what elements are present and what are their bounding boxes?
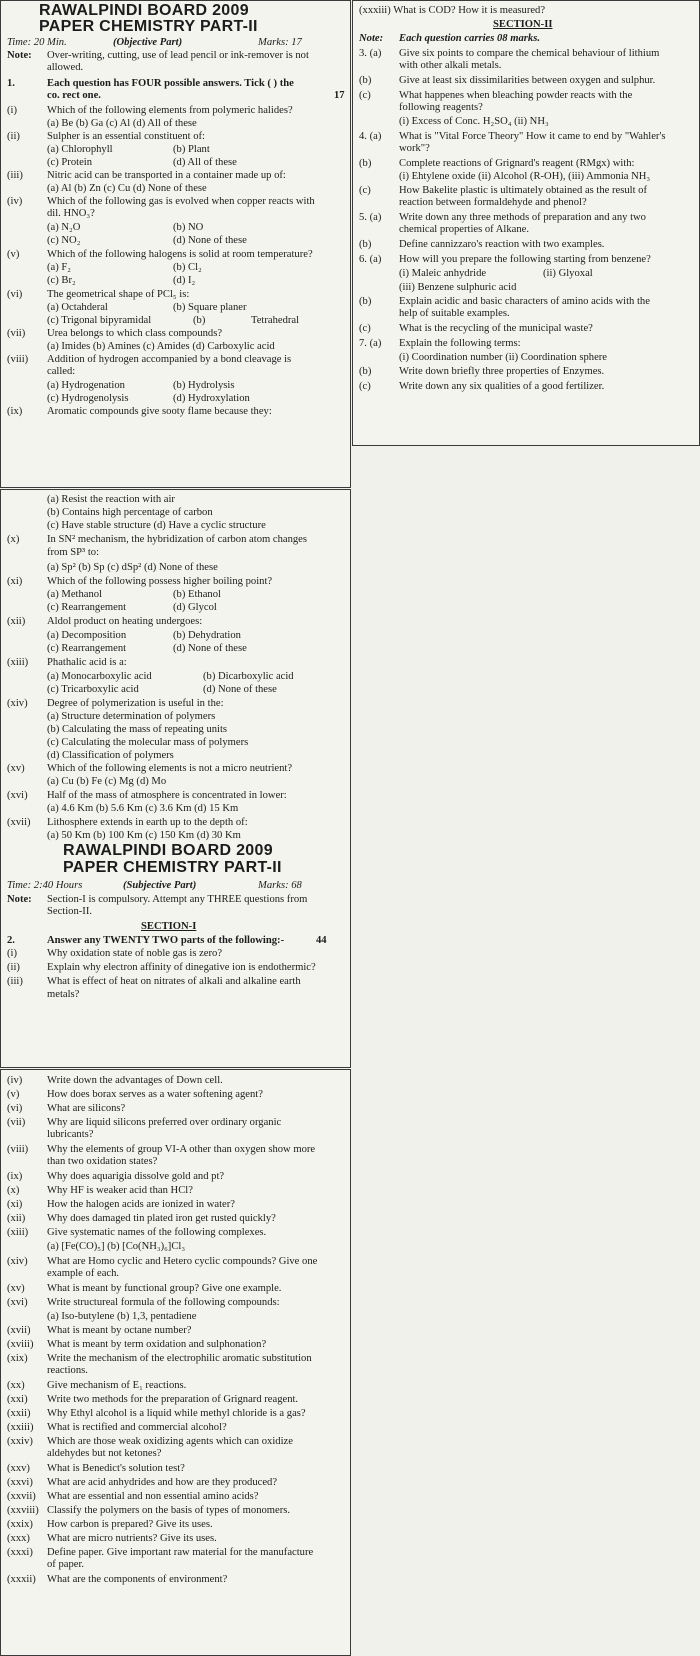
exam-text-line: Tetrahedral — [251, 315, 300, 326]
exam-text-line: (b) — [359, 296, 372, 307]
exam-text-line: (i) Ehtylene oxide (ii) Alcohol (R-OH), (iii) Ammonia NH₃ — [399, 171, 651, 182]
exam-text-line: (c) Br₂ — [47, 275, 76, 286]
exam-text-line: Which of the following elements from polymeric halides? — [47, 105, 293, 116]
exam-text-line: (b) — [193, 315, 206, 326]
exam-text-line: (b) Plant — [173, 144, 210, 155]
exam-text-line: (i) Coordination number (ii) Coordination sphere — [399, 352, 608, 363]
exam-text-line: (c) — [359, 381, 371, 392]
exam-text-line: (b) NO — [173, 222, 204, 233]
exam-text-line: Complete reactions of Grignard's reagent (RMgx) with: — [399, 158, 635, 169]
exam-text-line: (ii) Glyoxal — [543, 268, 593, 279]
exam-text-line: (xxiv) — [7, 1436, 33, 1447]
exam-text-line: What is rectified and commercial alcohol? — [47, 1422, 227, 1433]
exam-text-line: Which of the following possess higher boiling point? — [47, 576, 273, 587]
exam-text-line: Give six points to compare the chemical behaviour of lithium — [399, 48, 660, 59]
exam-text-line: (b) Hydrolysis — [173, 380, 235, 391]
exam-text-line: (xxx) — [7, 1533, 30, 1544]
exam-text-line: (a) Decomposition — [47, 630, 127, 641]
exam-text-line: (xxxii) — [7, 1574, 36, 1585]
exam-text-line: (a) Methanol — [47, 589, 103, 600]
exam-text-line: (c) Hydrogenolysis — [47, 393, 129, 404]
exam-text-line: (d) None of these — [173, 235, 247, 246]
exam-text-line: (c) Calculating the molecular mass of polymers — [47, 737, 249, 748]
exam-text-line: (b) Contains high percentage of carbon — [47, 507, 213, 518]
exam-text-line: 17 — [334, 90, 345, 101]
exam-text-line: (d) None of these — [203, 684, 277, 695]
exam-text-line: Which of the following halogens is solid at room temperature? — [47, 249, 313, 260]
exam-text-line: (vii) — [7, 328, 26, 339]
exam-text-line: What is meant by functional group? Give one example. — [47, 1283, 282, 1294]
exam-text-line: reactions. — [47, 1365, 88, 1376]
exam-text-line: (b) — [359, 366, 372, 377]
exam-text-line: (d) Hydroxylation — [173, 393, 250, 404]
objective-part-column — [0, 0, 351, 488]
exam-text-line: Why HF is weaker acid than HCl? — [47, 1185, 193, 1196]
exam-text-line: Section-II. — [47, 906, 93, 917]
exam-text-line: What happenes when bleaching powder reacts with the — [399, 90, 633, 101]
exam-text-line: (c) — [359, 323, 371, 334]
exam-text-line: (xxvi) — [7, 1477, 33, 1488]
exam-text-line: What is Benedict's solution test? — [47, 1463, 185, 1474]
exam-text-line: (b) — [359, 239, 372, 250]
exam-text-line: Degree of polymerization is useful in the: — [47, 698, 224, 709]
exam-text-line: (xvii) — [7, 1325, 31, 1336]
exam-text-line: 7. (a) — [359, 338, 382, 349]
exam-text-line: following reagents? — [399, 102, 483, 113]
exam-text-line: (a) Chlorophyll — [47, 144, 113, 155]
exam-text-line: Write the mechanism of the electrophilic aromatic substitution — [47, 1353, 312, 1364]
exam-text-line: What are acid anhydrides and how are they produced? — [47, 1477, 278, 1488]
exam-text-line: Each question carries 08 marks. — [399, 33, 540, 44]
exam-text-line: (b) Calculating the mass of repeating units — [47, 724, 228, 735]
exam-text-line: (c) Have stable structure (d) Have a cyclic structure — [47, 520, 266, 531]
exam-text-line: with other alkali metals. — [399, 60, 502, 71]
exam-text-line: than two oxidation states? — [47, 1156, 158, 1167]
exam-text-line: Note: — [7, 894, 32, 905]
exam-text-line: 2. — [7, 935, 15, 946]
exam-text-line: 1. — [7, 78, 15, 89]
exam-text-line: (a) Iso-butylene (b) 1,3, pentadiene — [47, 1311, 197, 1322]
exam-text-line: (a) Structure determination of polymers — [47, 711, 216, 722]
exam-text-line: Nitric acid can be transported in a container made up of: — [47, 170, 286, 181]
exam-text-line: metals? — [47, 989, 80, 1000]
exam-text-line: (xxi) — [7, 1394, 28, 1405]
exam-text-line: chemical properties of Alkane. — [399, 224, 530, 235]
exam-text-line: reaction between formaldehyde and phenol? — [399, 197, 587, 208]
exam-text-line: (i) — [7, 948, 17, 959]
exam-text-line: (a) N₂O — [47, 222, 81, 233]
exam-text-line: (d) Classification of polymers — [47, 750, 174, 761]
exam-text-line: (vi) — [7, 289, 23, 300]
exam-text-line: (xvii) — [7, 817, 31, 828]
exam-text-line: Urea belongs to which class compounds? — [47, 328, 223, 339]
exam-text-line: aldehydes but not ketones? — [47, 1448, 162, 1459]
exam-text-line: (xv) — [7, 763, 25, 774]
exam-text-line: (xii) — [7, 1213, 26, 1224]
exam-text-line: co. rect one. — [47, 90, 101, 101]
exam-text-line: work"? — [399, 143, 430, 154]
exam-text-line: (a) Imides (b) Amines (c) Amides (d) Carboxylic acid — [47, 341, 275, 352]
exam-text-line: 3. (a) — [359, 48, 382, 59]
exam-text-line: Why are liquid silicons preferred over ordinary organic — [47, 1117, 282, 1128]
exam-text-line: Why the elements of group VI-A other than oxygen show more — [47, 1144, 316, 1155]
exam-text-line: (b) Dehydration — [173, 630, 241, 641]
exam-text-line: Each question has FOUR possible answers. Tick ( ) the — [47, 78, 294, 89]
exam-text-line: How will you prepare the following starting from benzene? — [399, 254, 651, 265]
exam-text-line: Which are those weak oxidizing agents which can oxidize — [47, 1436, 293, 1447]
exam-text-line: (v) — [7, 1089, 20, 1100]
exam-text-line: What are silicons? — [47, 1103, 126, 1114]
exam-text-line: (c) Rearrangement — [47, 643, 127, 654]
exam-text-line: (b) Cl₂ — [173, 262, 202, 273]
exam-text-line: Explain the following terms: — [399, 338, 521, 349]
exam-text-line: (d) None of these — [173, 643, 247, 654]
exam-text-line: (a) 4.6 Km (b) 5.6 Km (c) 3.6 Km (d) 15 Km — [47, 803, 239, 814]
exam-text-line: What is effect of heat on nitrates of alkali and alkaline earth — [47, 976, 301, 987]
exam-text-line: Addition of hydrogen accompanied by a bond cleavage is — [47, 354, 292, 365]
exam-text-line: (a) Sp² (b) Sp (c) dSp² (d) None of these — [47, 562, 218, 573]
exam-text-line: Write two methods for the preparation of Grignard reagent. — [47, 1394, 299, 1405]
exam-text-line: Explain acidic and basic characters of amino acids with the — [399, 296, 650, 307]
exam-text-line: Write down the advantages of Down cell. — [47, 1075, 223, 1086]
exam-text-line: (xxii) — [7, 1408, 31, 1419]
exam-text-line: Why oxidation state of noble gas is zero? — [47, 948, 223, 959]
exam-text-line: (xiii) — [7, 657, 29, 668]
exam-text-line: (x) — [7, 1185, 20, 1196]
exam-text-line: Which of the following elements is not a micro neutrient? — [47, 763, 293, 774]
exam-text-line: (v) — [7, 249, 20, 260]
exam-text-line: The geometrical shape of PCl₅ is: — [47, 289, 190, 300]
exam-text-line: (xxxi) — [7, 1547, 33, 1558]
exam-text-line: (vii) — [7, 1117, 26, 1128]
exam-text-line: (ix) — [7, 1171, 23, 1182]
exam-text-line: Marks: 68 — [258, 880, 302, 891]
exam-text-line: Why Ethyl alcohol is a liquid while methyl chloride is a gas? — [47, 1408, 306, 1419]
exam-text-line: (a) [Fe(CO)₅] (b) [Co(NH₃)₆]Cl₃ — [47, 1241, 186, 1252]
exam-text-line: (xxv) — [7, 1463, 30, 1474]
objective-continued-column — [0, 489, 351, 1068]
exam-text-line: (d) All of these — [173, 157, 237, 168]
exam-text-line: called: — [47, 366, 76, 377]
exam-text-line: (xx) — [7, 1380, 25, 1391]
exam-text-line: Define cannizzaro's reaction with two examples. — [399, 239, 605, 250]
exam-text-line: 44 — [316, 935, 327, 946]
exam-text-line: (xix) — [7, 1353, 28, 1364]
exam-text-line: (a) F₂ — [47, 262, 71, 273]
exam-text-line: (b) Square planer — [173, 302, 247, 313]
exam-text-line: (b) Ethanol — [173, 589, 221, 600]
exam-text-line: (xv) — [7, 1283, 25, 1294]
exam-text-line: Aldol product on heating undergoes: — [47, 616, 203, 627]
exam-text-line: of paper. — [47, 1559, 85, 1570]
exam-text-line: (b) Dicarboxylic acid — [203, 671, 294, 682]
exam-text-line: Classify the polymers on the basis of types of monomers. — [47, 1505, 291, 1516]
exam-text-line: (xii) — [7, 616, 26, 627]
exam-text-line: (xviii) — [7, 1339, 34, 1350]
exam-text-line: Give mechanism of E₁ reactions. — [47, 1380, 187, 1391]
exam-text-line: Time: 2:40 Hours — [7, 880, 83, 891]
exam-text-line: Write structureal formula of the following compounds: — [47, 1297, 280, 1308]
exam-text-line: How carbon is prepared? Give its uses. — [47, 1519, 213, 1530]
exam-text-line: (xi) — [7, 1199, 23, 1210]
exam-text-line: (iii) — [7, 170, 23, 181]
exam-text-line: (a) Be (b) Ga (c) Al (d) All of these — [47, 118, 197, 129]
exam-text-line: Write down any three methods of preparation and any two — [399, 212, 646, 223]
exam-text-line: (iv) — [7, 1075, 23, 1086]
exam-text-line: (d) Glycol — [173, 602, 217, 613]
exam-text-line: (xiv) — [7, 698, 28, 709]
exam-text-line: Write down briefly three properties of Enzymes. — [399, 366, 605, 377]
exam-text-line: (xvi) — [7, 790, 28, 801]
exam-text-line: (a) Octahderal — [47, 302, 108, 313]
exam-text-line: (xxviii) — [7, 1505, 39, 1516]
exam-text-line: Sulpher is an essential constituent of: — [47, 131, 205, 142]
exam-text-line: (ii) — [7, 962, 20, 973]
exam-text-line: What is the recycling of the municipal waste? — [399, 323, 593, 334]
exam-text-line: Marks: 17 — [258, 37, 302, 48]
exam-text-line: (iii) — [7, 976, 23, 987]
exam-text-line: (vi) — [7, 1103, 23, 1114]
exam-text-line: (xxvii) — [7, 1491, 36, 1502]
exam-text-line: Why does aquarigia dissolve gold and pt? — [47, 1171, 225, 1182]
exam-text-line: Write down any six qualities of a good fertilizer. — [399, 381, 605, 392]
exam-text-line: (b) — [359, 75, 372, 86]
exam-text-line: What is meant by term oxidation and sulphonation? — [47, 1339, 267, 1350]
exam-text-line: Aromatic compounds give sooty flame because they: — [47, 406, 272, 417]
exam-text-line: (xxix) — [7, 1519, 33, 1530]
exam-text-line: (ii) — [7, 131, 20, 142]
exam-text-line: Answer any TWENTY TWO parts of the following:- — [47, 935, 285, 946]
exam-text-line: Give systematic names of the following complexes. — [47, 1227, 267, 1238]
exam-text-line: (c) Tricarboxylic acid — [47, 684, 139, 695]
exam-text-line: lubricants? — [47, 1129, 94, 1140]
exam-text-line: How Bakelite plastic is ultimately obtained as the result of — [399, 185, 648, 196]
exam-text-line: (iii) Benzene sulphuric acid — [399, 282, 517, 293]
exam-text-line: (a) Cu (b) Fe (c) Mg (d) Mo — [47, 776, 167, 787]
exam-text-line: What are essential and non essential amino acids? — [47, 1491, 259, 1502]
exam-text-line: (Objective Part) — [113, 37, 183, 48]
paper-heading: RAWALPINDI BOARD 2009 — [39, 2, 249, 19]
exam-text-line: (i) Excess of Conc. H₂SO₄ (ii) NH₃ — [399, 116, 549, 127]
exam-text-line: help of suitable examples. — [399, 308, 510, 319]
exam-text-line: Phathalic acid is a: — [47, 657, 127, 668]
exam-text-line: (d) I₂ — [173, 275, 196, 286]
exam-text-line: (xi) — [7, 576, 23, 587]
exam-text-line: Half of the mass of atmosphere is concentrated in lower: — [47, 790, 287, 801]
exam-text-line: (a) Resist the reaction with air — [47, 494, 175, 505]
exam-text-line: (c) — [359, 90, 371, 101]
exam-text-line: Why does damaged tin plated iron get rusted quickly? — [47, 1213, 276, 1224]
subjective-short-questions-column — [0, 1069, 351, 1656]
exam-text-line: (c) Trigonal bipyramidal — [47, 315, 152, 326]
exam-text-line: (i) Maleic anhydride — [399, 268, 487, 279]
exam-text-line: (iv) — [7, 196, 23, 207]
exam-text-line: Note: — [359, 33, 384, 44]
exam-text-line: (a) Monocarboxylic acid — [47, 671, 152, 682]
exam-text-line: (a) Hydrogenation — [47, 380, 125, 391]
exam-text-line: example of each. — [47, 1268, 120, 1279]
exam-text-line: Time: 20 Min. — [7, 37, 67, 48]
exam-text-line: allowed. — [47, 62, 84, 73]
exam-text-line: What are the components of environment? — [47, 1574, 228, 1585]
exam-text-line: (ix) — [7, 406, 23, 417]
exam-text-line: Over-writing, cutting, use of lead pencil or ink-remover is not — [47, 50, 309, 61]
exam-text-line: Define paper. Give important raw material for the manufacture — [47, 1547, 314, 1558]
exam-text-line: 6. (a) — [359, 254, 382, 265]
exam-text-line: What is "Vital Force Theory" How it came to end by "Wahler's — [399, 131, 666, 142]
exam-text-line: (a) Al (b) Zn (c) Cu (d) None of these — [47, 183, 207, 194]
exam-text-line: Section-I is compulsory. Attempt any THREE questions from — [47, 894, 308, 905]
exam-text-line: What is meant by octane number? — [47, 1325, 192, 1336]
exam-text-line: (xvi) — [7, 1297, 28, 1308]
paper-heading: RAWALPINDI BOARD 2009 — [63, 842, 273, 859]
exam-text-line: How does borax serves as a water softening agent? — [47, 1089, 263, 1100]
exam-text-line: What are Homo cyclic and Hetero cyclic compounds? Give one — [47, 1256, 318, 1267]
exam-text-line: (viii) — [7, 354, 29, 365]
exam-text-line: (xxxiii) What is COD? How it is measured? — [359, 5, 546, 16]
exam-text-line: SECTION-II — [493, 19, 553, 30]
exam-text-line: (c) Protein — [47, 157, 93, 168]
exam-text-line: Give at least six dissimilarities between oxygen and sulphur. — [399, 75, 656, 86]
exam-text-line: Note: — [7, 50, 32, 61]
exam-text-line: 4. (a) — [359, 131, 382, 142]
exam-text-line: (a) 50 Km (b) 100 Km (c) 150 Km (d) 30 Km — [47, 830, 241, 841]
exam-text-line: (c) Rearrangement — [47, 602, 127, 613]
exam-text-line: (xxiii) — [7, 1422, 34, 1433]
paper-heading: PAPER CHEMISTRY PART-II — [63, 859, 282, 876]
exam-text-line: (b) — [359, 158, 372, 169]
exam-text-line: (xiii) — [7, 1227, 29, 1238]
section-two-column — [352, 0, 700, 446]
exam-text-line: (c) NO₂ — [47, 235, 81, 246]
paper-heading: PAPER CHEMISTRY PART-II — [39, 18, 258, 35]
exam-text-line: In SN² mechanism, the hybridization of carbon atom changes — [47, 534, 308, 545]
exam-text-line: (c) — [359, 185, 371, 196]
exam-text-line: What are micro nutrients? Give its uses. — [47, 1533, 217, 1544]
exam-text-line: How the halogen acids are ionized in water? — [47, 1199, 235, 1210]
exam-text-line: (Subjective Part) — [123, 880, 197, 891]
exam-text-line: SECTION-I — [141, 921, 197, 932]
exam-text-line: (viii) — [7, 1144, 29, 1155]
exam-text-line: (x) — [7, 534, 20, 545]
exam-text-line: (i) — [7, 105, 17, 116]
exam-text-line: 5. (a) — [359, 212, 382, 223]
exam-text-line: from SP³ to: — [47, 547, 100, 558]
exam-text-line: dil. HNO₃? — [47, 208, 95, 219]
exam-text-line: Lithosphere extends in earth up to the depth of: — [47, 817, 248, 828]
exam-text-line: Which of the following gas is evolved when copper reacts with — [47, 196, 315, 207]
exam-text-line: Explain why electron affinity of dinegative ion is endothermic? — [47, 962, 316, 973]
exam-text-line: (xiv) — [7, 1256, 28, 1267]
